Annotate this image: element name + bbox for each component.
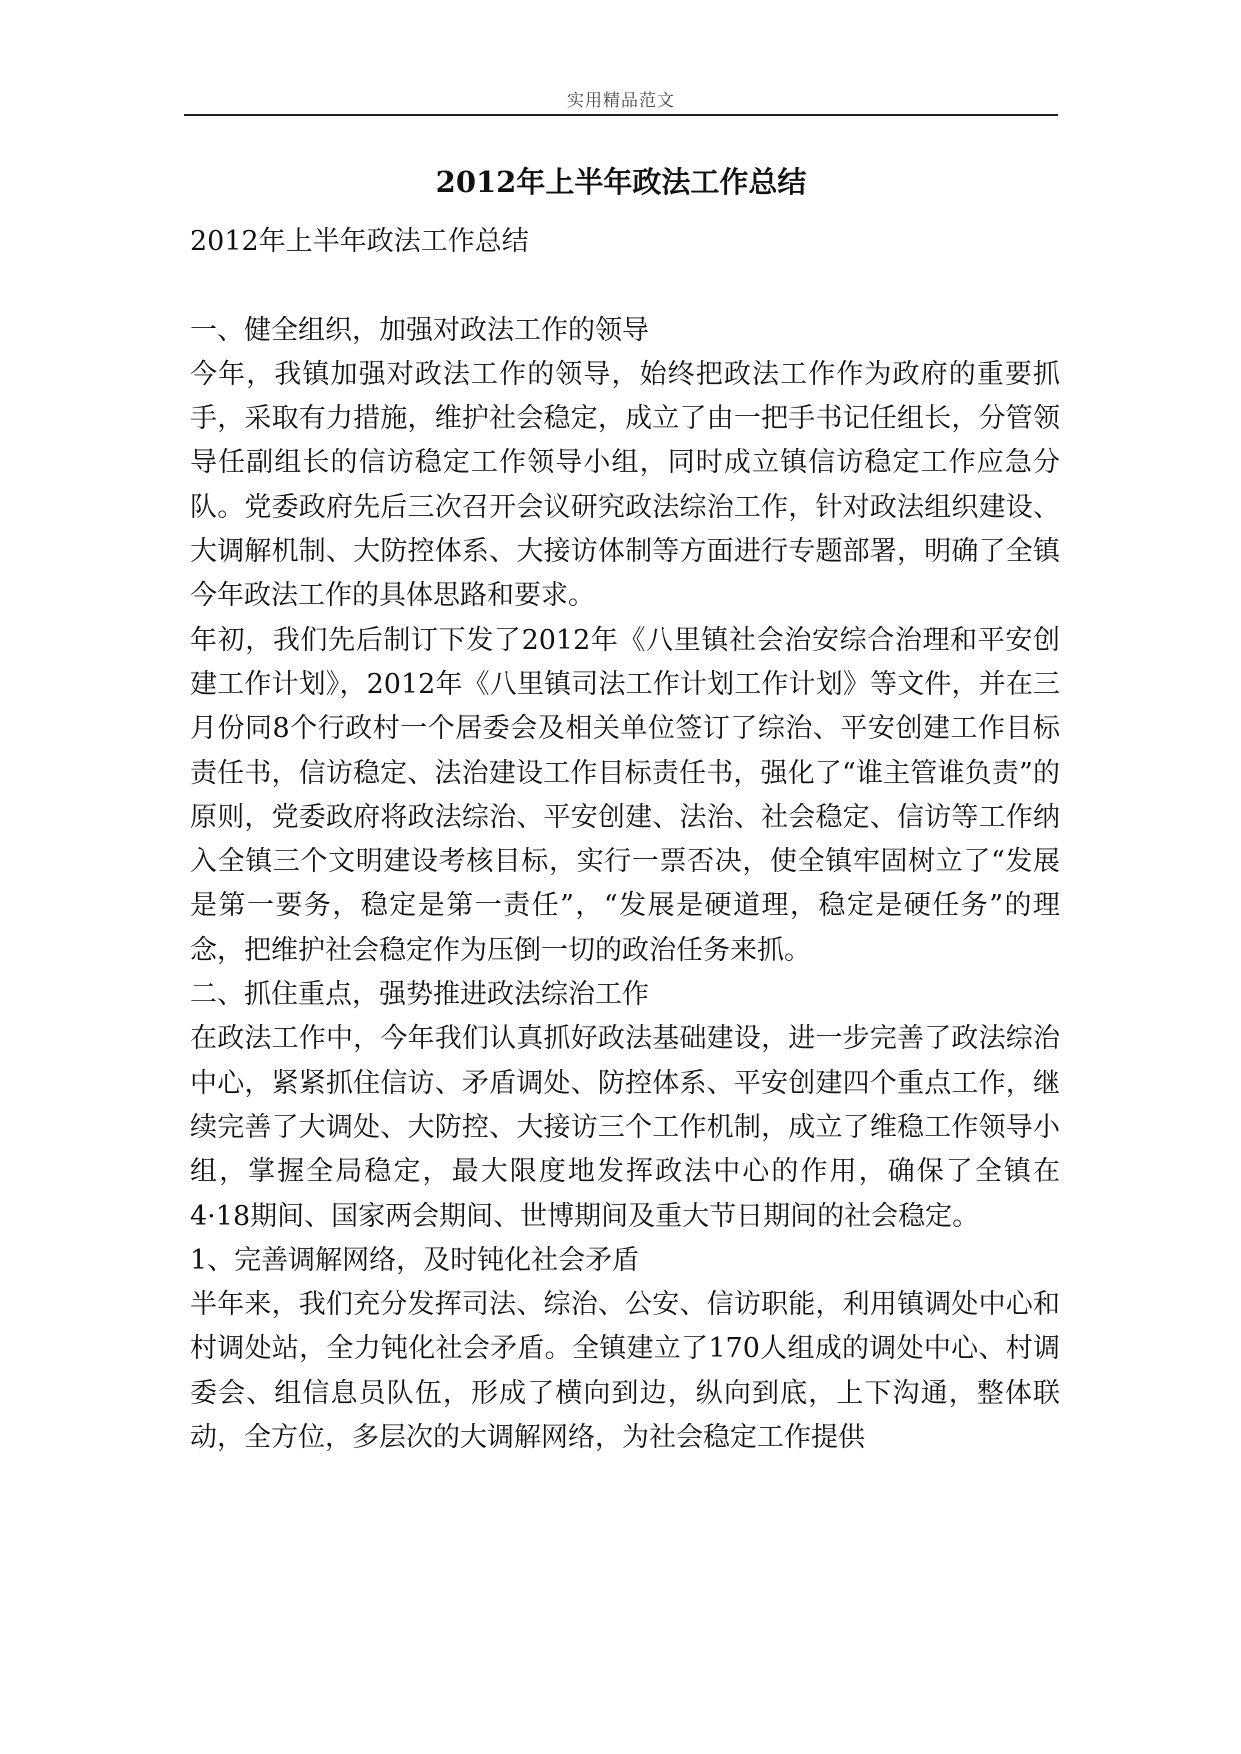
document-title: 2012年上半年政法工作总结 — [435, 165, 807, 199]
paragraph-1: 今年，我镇加强对政法工作的领导，始终把政法工作作为政府的重要抓手，采取有力措施，维护社会稳定，成立了由一把手书记任组长，分管领导任副组长的信访稳定工作领导小组，同时成立镇信访稳定工作应急分队。党委政府先后三次召开会议研究政法综治工作，针对政法组织建设、大调解机制、大防控体系、大接访体制等方面进行专题部署，明确了全镇今年政法工作的具体思路和要求。 — [190, 358, 1060, 612]
paragraph-2: 年初，我们先后制订下发了2012年《八里镇社会治安综合治理和平安创建工作计划》，2012年《八里镇司法工作计划工作计划》等文件，并在三月份同8个行政村一个居委会及相关单位签订了综治、平安创建工作目标责任书，信访稳定、法治建设工作目标责任书，强化了“谁主管谁负责”的原则，党委政府将政法综治、平安创建、法治、社会稳定、信访等工作纳入全镇三个文明建设考核目标，实行一票否决，使全镇牢固树立了“发展是第一要务，稳定是第一责任”，“发展是硬道理，稳定是硬任务”的理念，把维护社会稳定作为压倒一切的政治任务来抓。 — [190, 624, 1060, 966]
document-subtitle: 2012年上半年政法工作总结 — [190, 226, 529, 257]
document-body — [190, 220, 1060, 1460]
paragraph-3: 在政法工作中，今年我们认真抓好政法基础建设，进一步完善了政法综治中心，紧紧抓住信访、矛盾调处、防控体系、平安创建四个重点工作，继续完善了大调处、大防控、大接访三个工作机制，成立了维稳工作领导小组，掌握全局稳定，最大限度地发挥政法中心的作用，确保了全镇在4·18期间、国家两会期间、世博期间及重大节日期间的社会稳定。 — [190, 1023, 1060, 1232]
subsection-heading-1: 1、完善调解网络，及时钝化社会矛盾 — [190, 1244, 640, 1276]
blank-line — [190, 264, 1060, 308]
section-heading-1: 一、健全组织，加强对政法工作的领导 — [190, 314, 649, 346]
section-heading-2: 二、抓住重点，强势推进政法综治工作 — [190, 979, 649, 1011]
running-header: 实用精品范文 — [567, 91, 675, 111]
header-rule — [184, 114, 1058, 116]
paragraph-4: 半年来，我们充分发挥司法、综治、公安、信访职能，利用镇调处中心和村调处站，全力钝化社会矛盾。全镇建立了170人组成的调处中心、村调委会、组信息员队伍，形成了横向到边，纵向到底，上下沟通，整体联动，全方位，多层次的大调解网络，为社会稳定工作提供 — [190, 1289, 1060, 1454]
